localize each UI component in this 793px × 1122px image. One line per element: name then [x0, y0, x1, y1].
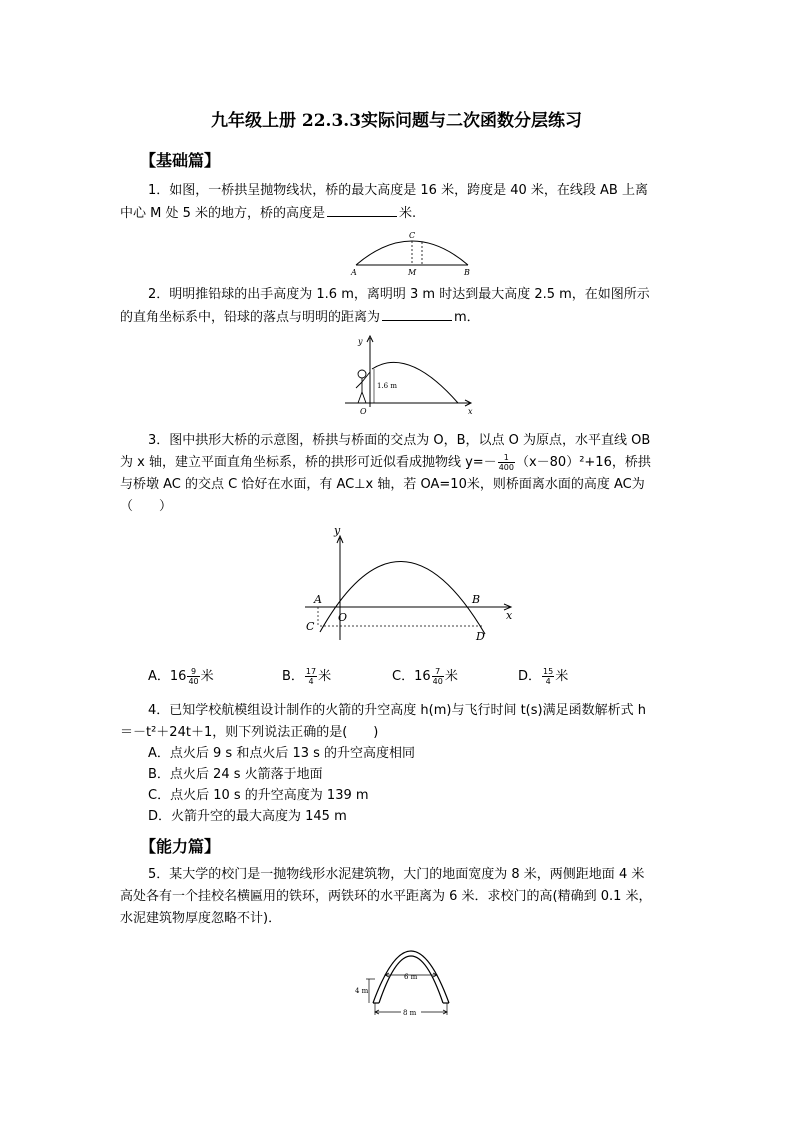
question-4-line-2: ＝－t²＋24t＋1，则下列说法正确的是( )	[120, 725, 379, 740]
label-A: A	[351, 268, 357, 277]
label-C: C	[306, 620, 315, 633]
page-title: 九年级上册 22.3.3实际问题与二次函数分层练习	[210, 111, 583, 131]
axis-x-label: x	[506, 609, 513, 622]
fraction-denominator: 4	[308, 677, 314, 686]
label-M: M	[408, 268, 417, 277]
question-4	[120, 700, 680, 744]
question-1-line-2b: 米.	[399, 206, 417, 221]
question-2-line-2b: m．	[454, 310, 480, 325]
question-5-line-3: 水泥建筑物厚度忽略不计)．	[120, 911, 282, 926]
fraction-numerator: 1	[498, 453, 515, 463]
option-unit: 米	[444, 669, 458, 684]
label-C: C	[409, 231, 416, 240]
height-4m-label: 4 m	[355, 987, 369, 995]
fraction-numerator: 9	[187, 667, 199, 677]
school-gate-figure	[355, 935, 465, 1020]
axis-y-label: y	[334, 524, 341, 537]
question-1-line-2a: 中心 M 处 5 米的地方，桥的高度是	[120, 206, 326, 221]
option-c	[392, 666, 458, 688]
question-2	[120, 284, 680, 329]
label-D: D	[476, 630, 485, 643]
question-3-line-2a: 为 x 轴，建立平面直角坐标系，桥的拱形可近似看成抛物线 y=－	[120, 455, 497, 470]
question-5-line-2: 高处各有一个挂校名横匾用的铁环，两铁环的水平距离为 6 米．求校门的高(精确到 0.1 米，	[120, 889, 652, 904]
answer-blank	[327, 202, 397, 217]
option-unit: 米	[200, 669, 214, 684]
option-a	[148, 666, 214, 688]
bridge-arch-figure	[350, 228, 480, 278]
question-2-line-2a: 的直角坐标系中，铅球的落点与明明的距离为	[120, 310, 381, 325]
option-fraction	[305, 667, 317, 686]
width-8m-label: 8 m	[403, 1009, 417, 1017]
fraction-numerator: 17	[305, 667, 317, 676]
fraction-numerator: 7	[432, 667, 444, 677]
option-unit: 米	[318, 669, 332, 684]
section-ability: 【能力篇】	[140, 837, 221, 856]
width-6m-label: 6 m	[404, 973, 418, 981]
question-1-line-1: 1．如图，一桥拱呈抛物线状，桥的最大高度是 16 米，跨度是 40 米，在线段 AB 上离	[148, 183, 648, 198]
fraction-denominator: 40	[432, 677, 443, 686]
fraction-numerator: 15	[543, 667, 554, 676]
fraction-denominator: 400	[498, 463, 514, 472]
option-label: B．	[282, 669, 304, 684]
question-3	[120, 430, 680, 518]
option-b	[282, 666, 331, 688]
coefficient-fraction	[498, 453, 515, 472]
label-B: B	[464, 268, 470, 277]
option-fraction	[432, 667, 444, 686]
arch-bridge-figure	[300, 524, 530, 645]
axis-x-label: x	[468, 407, 473, 416]
question-3-line-2b: （x－80）²+16，桥拱	[515, 455, 651, 470]
label-A: A	[314, 593, 322, 606]
option-label: A．16	[148, 669, 187, 684]
height-label: 1.6 m	[377, 382, 397, 390]
option-label: C．16	[392, 669, 431, 684]
option-b: B．点火后 24 s 火箭落于地面	[148, 767, 323, 782]
shot-put-figure	[340, 332, 480, 417]
question-3-line-1: 3．图中拱形大桥的示意图，桥拱与桥面的交点为 O，B，以点 O 为原点，水平直线 OB	[148, 433, 651, 448]
fraction-denominator: 4	[545, 677, 551, 686]
label-B: B	[472, 593, 481, 606]
question-5-line-1: 5．某大学的校门是一抛物线形水泥建筑物，大门的地面宽度为 8 米，两侧距地面 4 米	[148, 867, 645, 882]
question-3-line-4: （ ）	[120, 499, 173, 514]
question-4-line-1: 4．已知学校航模组设计制作的火箭的升空高度 h(m)与飞行时间 t(s)满足函数解析式 h	[148, 703, 646, 718]
axis-y-label: y	[358, 337, 363, 346]
label-O: O	[338, 611, 348, 624]
question-3-line-3: 与桥墩 AC 的交点 C 恰好在水面，有 AC⊥x 轴，若 OA=10米，则桥面离水面的高度 AC为	[120, 477, 645, 492]
question-2-line-1: 2．明明推铅球的出手高度为 1.6 m，离明明 3 m 时达到最大高度 2.5 m，在如图所示	[148, 287, 650, 302]
answer-blank	[382, 306, 452, 321]
origin-label: O	[360, 407, 367, 416]
question-5	[120, 864, 680, 930]
option-fraction	[542, 667, 554, 686]
option-a: A．点火后 9 s 和点火后 13 s 的升空高度相同	[148, 746, 416, 761]
option-c: C．点火后 10 s 的升空高度为 139 m	[148, 788, 369, 803]
option-fraction	[187, 667, 199, 686]
option-label: D．	[518, 669, 542, 684]
option-unit: 米	[555, 669, 569, 684]
option-d	[518, 666, 568, 688]
section-basic: 【基础篇】	[140, 151, 221, 170]
option-d: D．火箭升空的最大高度为 145 m	[148, 809, 347, 824]
question-1	[120, 180, 680, 225]
fraction-denominator: 40	[188, 677, 199, 686]
